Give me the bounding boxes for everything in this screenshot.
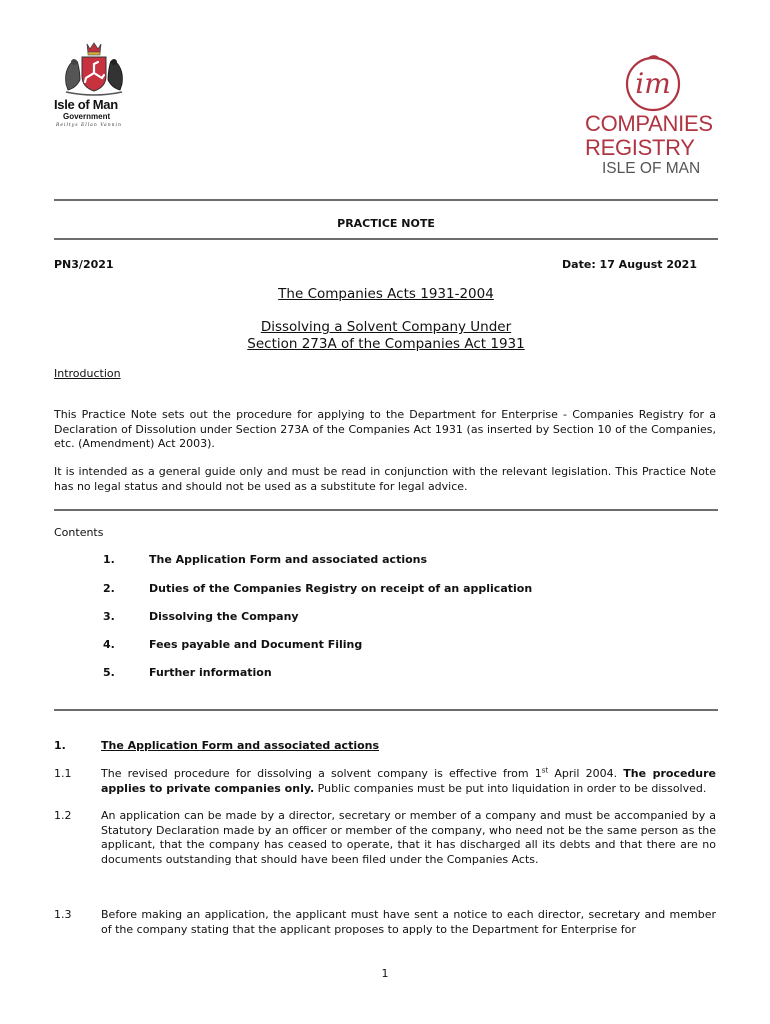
para-1-3-number: 1.3 (54, 908, 72, 921)
para-1-1: The revised procedure for dissolving a solvent company is effective from 1st April 2004. The procedure applies to private companies only. Public companies must be put into liquidation in order to be dissolved. (101, 766, 717, 795)
header-top-rule (54, 199, 718, 201)
practice-note-ref: PN3/2021 (54, 258, 114, 271)
registry-line2: REGISTRY (585, 135, 695, 160)
section1-heading: The Application Form and associated actions (101, 739, 380, 752)
iom-government-logo (54, 40, 134, 130)
contents-top-rule (54, 509, 718, 511)
introduction-heading: Introduction (54, 367, 121, 380)
registry-line3: ISLE OF MAN (602, 160, 701, 177)
para-1-3: Before making an application, the applicant must have sent a notice to each director, secretary and member of the company stating that the applicant proposes to apply to the Department for Enterprise for (101, 908, 716, 936)
iom-name: Isle of Man (54, 97, 118, 112)
header-bottom-rule (54, 238, 718, 240)
para-1-2-number: 1.2 (54, 809, 72, 822)
contents-heading: Contents (54, 526, 104, 539)
iom-government-label: Government (63, 112, 111, 121)
iom-crest-icon (58, 40, 130, 98)
section1-number: 1. (54, 739, 66, 752)
page-number: 1 (381, 967, 389, 980)
registry-line1: COMPANIES (585, 111, 713, 136)
practice-note-label: PRACTICE NOTE (337, 217, 435, 230)
iom-motto: Reiltys Ellan Vannin (56, 123, 122, 128)
practice-note-date: Date: 17 August 2021 (562, 258, 697, 271)
main-title: The Companies Acts 1931-2004 (278, 286, 494, 302)
subtitle-line2: Section 273A of the Companies Act 1931 (247, 336, 525, 352)
companies-registry-logo (585, 52, 735, 178)
svg-text:im: im (635, 67, 671, 100)
introduction-para1: This Practice Note sets out the procedure for applying to the Department for Enterprise - Companies Registry for a Declaration of Dissolution under Section 273A of the Companies Act 1931 (as inserted by Section 10 of the Companies, etc. (Amendment) Act 2003). (54, 408, 716, 450)
subtitle-line1: Dissolving a Solvent Company Under (260, 319, 512, 335)
para-1-2: An application can be made by a director, secretary or member of a company and must be accompanied by a Statutory Declaration made by an officer or member of the company, who need not be the same person as the applicant, that the company has ceased to operate, that it has discharged all its debts and that there are no documents outstanding that should have been filed under the Companies Acts. (101, 809, 716, 866)
introduction-para2: It is intended as a general guide only and must be read in conjunction with the relevant legislation. This Practice Note has no legal status and should not be used as a substitute for legal advice. (54, 465, 716, 493)
section1-top-rule (54, 709, 718, 711)
im-monogram-icon (621, 52, 685, 112)
para-1-1-number: 1.1 (54, 767, 72, 780)
